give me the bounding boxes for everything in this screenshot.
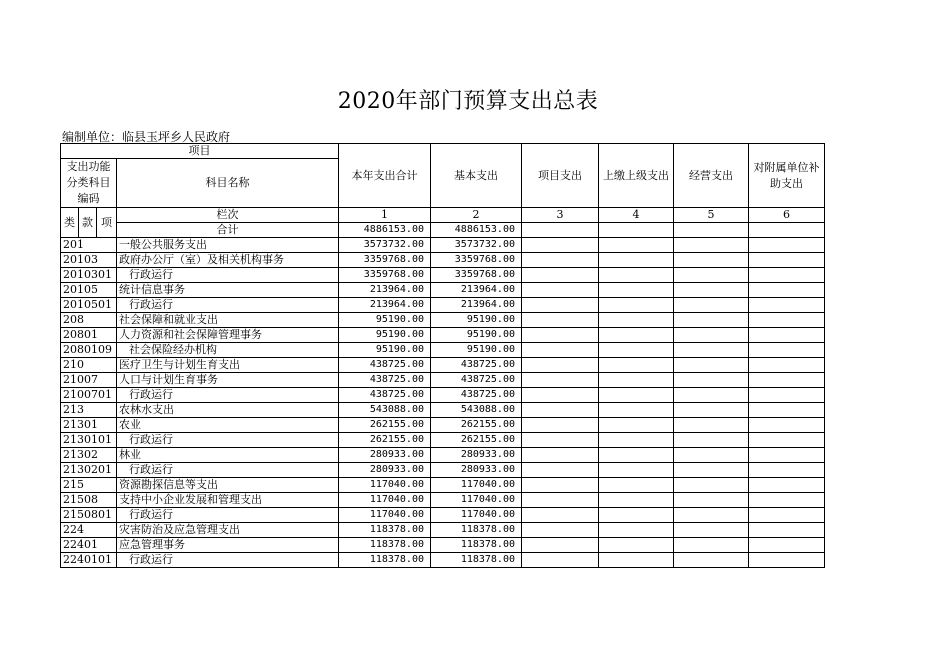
row-code: 201	[61, 238, 117, 253]
table-row	[61, 313, 825, 328]
row-v5	[674, 433, 749, 448]
header-col-5: 经营支出	[674, 144, 749, 208]
col-num-6: 6	[749, 208, 825, 223]
col-num-5: 5	[674, 208, 749, 223]
row-code: 2130101	[61, 433, 117, 448]
row-name: 农林水支出	[117, 403, 339, 418]
row-v6	[749, 538, 825, 553]
row-v2: 438725.00	[431, 358, 522, 373]
row-v5	[674, 463, 749, 478]
row-v6	[749, 493, 825, 508]
col-num-3: 3	[522, 208, 599, 223]
row-v3	[522, 283, 599, 298]
row-v3	[522, 463, 599, 478]
row-v5	[674, 508, 749, 523]
row-v4	[599, 493, 674, 508]
row-v1: 3359768.00	[339, 253, 431, 268]
row-code: 210	[61, 358, 117, 373]
row-v2: 3359768.00	[431, 268, 522, 283]
header-col-1: 本年支出合计	[339, 144, 431, 208]
row-v2: 3573732.00	[431, 238, 522, 253]
row-v5	[674, 523, 749, 538]
row-v1: 95190.00	[339, 328, 431, 343]
row-name: 政府办公厅（室）及相关机构事务	[117, 253, 339, 268]
row-v6	[749, 478, 825, 493]
row-v2: 117040.00	[431, 508, 522, 523]
row-v4	[599, 553, 674, 568]
row-v3	[522, 553, 599, 568]
row-code: 20105	[61, 283, 117, 298]
total-v6	[749, 223, 825, 238]
row-v5	[674, 358, 749, 373]
table-row	[61, 538, 825, 553]
row-v1: 280933.00	[339, 463, 431, 478]
row-v6	[749, 373, 825, 388]
table-row	[61, 283, 825, 298]
row-v4	[599, 343, 674, 358]
row-code: 2080109	[61, 343, 117, 358]
header-func-code: 支出功能分类科目编码	[61, 159, 117, 208]
row-v3	[522, 253, 599, 268]
row-name: 林业	[117, 448, 339, 463]
row-v1: 438725.00	[339, 358, 431, 373]
row-v2: 543088.00	[431, 403, 522, 418]
header-xiang: 项	[97, 208, 117, 238]
row-code: 2150801	[61, 508, 117, 523]
row-v3	[522, 238, 599, 253]
table-row	[61, 523, 825, 538]
table-row	[61, 253, 825, 268]
row-v3	[522, 313, 599, 328]
row-v5	[674, 253, 749, 268]
row-v6	[749, 283, 825, 298]
total-v5	[674, 223, 749, 238]
row-v3	[522, 448, 599, 463]
row-v5	[674, 388, 749, 403]
row-v6	[749, 298, 825, 313]
row-name: 行政运行	[117, 298, 339, 313]
row-v1: 438725.00	[339, 373, 431, 388]
row-v6	[749, 268, 825, 283]
row-v3	[522, 508, 599, 523]
row-v5	[674, 538, 749, 553]
row-v3	[522, 268, 599, 283]
row-v2: 280933.00	[431, 448, 522, 463]
row-code: 2240101	[61, 553, 117, 568]
row-v5	[674, 313, 749, 328]
page-title: 2020年部门预算支出总表	[337, 89, 599, 114]
row-name: 资源勘探信息等支出	[117, 478, 339, 493]
row-v2: 262155.00	[431, 418, 522, 433]
row-v6	[749, 403, 825, 418]
row-v1: 280933.00	[339, 448, 431, 463]
table-row	[61, 478, 825, 493]
row-v4	[599, 403, 674, 418]
row-v3	[522, 433, 599, 448]
row-v5	[674, 403, 749, 418]
row-v2: 438725.00	[431, 388, 522, 403]
row-v2: 438725.00	[431, 373, 522, 388]
row-v1: 117040.00	[339, 493, 431, 508]
header-project: 项目	[61, 144, 339, 159]
row-name: 医疗卫生与计划生育支出	[117, 358, 339, 373]
row-v2: 95190.00	[431, 328, 522, 343]
row-v6	[749, 448, 825, 463]
row-v5	[674, 328, 749, 343]
row-v3	[522, 403, 599, 418]
row-code: 21508	[61, 493, 117, 508]
row-name: 行政运行	[117, 433, 339, 448]
row-v5	[674, 493, 749, 508]
row-v6	[749, 238, 825, 253]
row-v4	[599, 283, 674, 298]
row-name: 支持中小企业发展和管理支出	[117, 493, 339, 508]
row-v4	[599, 463, 674, 478]
row-v6	[749, 508, 825, 523]
row-v1: 213964.00	[339, 298, 431, 313]
row-name: 应急管理事务	[117, 538, 339, 553]
row-v6	[749, 358, 825, 373]
row-v3	[522, 523, 599, 538]
row-v4	[599, 478, 674, 493]
row-v3	[522, 418, 599, 433]
row-name: 行政运行	[117, 268, 339, 283]
row-v6	[749, 388, 825, 403]
row-v1: 3359768.00	[339, 268, 431, 283]
row-name: 社会保障和就业支出	[117, 313, 339, 328]
row-v4	[599, 298, 674, 313]
header-lei: 类	[61, 208, 79, 238]
table-row	[61, 493, 825, 508]
row-v3	[522, 373, 599, 388]
row-v1: 543088.00	[339, 403, 431, 418]
row-v5	[674, 268, 749, 283]
row-v6	[749, 328, 825, 343]
row-code: 21007	[61, 373, 117, 388]
row-v2: 118378.00	[431, 553, 522, 568]
header-lanci: 栏次	[117, 208, 339, 223]
col-num-4: 4	[599, 208, 674, 223]
row-name: 一般公共服务支出	[117, 238, 339, 253]
row-v4	[599, 328, 674, 343]
row-code: 2130201	[61, 463, 117, 478]
row-name: 行政运行	[117, 508, 339, 523]
table-row	[61, 268, 825, 283]
row-v4	[599, 448, 674, 463]
row-v4	[599, 388, 674, 403]
row-code: 20801	[61, 328, 117, 343]
row-v3	[522, 343, 599, 358]
row-v6	[749, 433, 825, 448]
row-name: 人口与计划生育事务	[117, 373, 339, 388]
col-num-1: 1	[339, 208, 431, 223]
row-name: 统计信息事务	[117, 283, 339, 298]
row-v1: 117040.00	[339, 508, 431, 523]
row-v5	[674, 283, 749, 298]
row-v4	[599, 433, 674, 448]
row-code: 2100701	[61, 388, 117, 403]
row-v4	[599, 358, 674, 373]
row-v6	[749, 463, 825, 478]
table-row	[61, 373, 825, 388]
row-code: 2010501	[61, 298, 117, 313]
row-code: 21302	[61, 448, 117, 463]
row-v3	[522, 388, 599, 403]
row-code: 224	[61, 523, 117, 538]
row-name: 人力资源和社会保障管理事务	[117, 328, 339, 343]
table-row	[61, 448, 825, 463]
row-name: 行政运行	[117, 463, 339, 478]
total-v3	[522, 223, 599, 238]
row-v6	[749, 553, 825, 568]
row-v4	[599, 238, 674, 253]
row-v1: 262155.00	[339, 418, 431, 433]
table-row	[61, 298, 825, 313]
header-col-6: 对附属单位补助支出	[749, 144, 825, 208]
row-v2: 280933.00	[431, 463, 522, 478]
row-v5	[674, 343, 749, 358]
row-v2: 117040.00	[431, 478, 522, 493]
table-row	[61, 433, 825, 448]
table-row	[61, 508, 825, 523]
row-v5	[674, 298, 749, 313]
header-kuan: 款	[79, 208, 97, 238]
total-label: 合计	[117, 223, 339, 238]
header-col-3: 项目支出	[522, 144, 599, 208]
table-row	[61, 403, 825, 418]
row-v3	[522, 538, 599, 553]
row-v1: 438725.00	[339, 388, 431, 403]
row-v3	[522, 298, 599, 313]
row-v1: 95190.00	[339, 343, 431, 358]
row-code: 213	[61, 403, 117, 418]
row-code: 21301	[61, 418, 117, 433]
row-v5	[674, 418, 749, 433]
row-v5	[674, 373, 749, 388]
row-v2: 118378.00	[431, 538, 522, 553]
row-v3	[522, 358, 599, 373]
row-v4	[599, 313, 674, 328]
row-v4	[599, 253, 674, 268]
table-row	[61, 238, 825, 253]
row-v2: 117040.00	[431, 493, 522, 508]
table-row	[61, 418, 825, 433]
row-v5	[674, 448, 749, 463]
budget-table	[60, 143, 825, 568]
row-v3	[522, 328, 599, 343]
row-name: 农业	[117, 418, 339, 433]
row-v2: 95190.00	[431, 313, 522, 328]
total-v4	[599, 223, 674, 238]
header-subject-name: 科目名称	[117, 159, 339, 208]
row-v1: 118378.00	[339, 523, 431, 538]
row-v1: 213964.00	[339, 283, 431, 298]
row-v2: 213964.00	[431, 298, 522, 313]
row-v6	[749, 253, 825, 268]
row-v2: 95190.00	[431, 343, 522, 358]
header-col-4: 上缴上级支出	[599, 144, 674, 208]
row-code: 22401	[61, 538, 117, 553]
row-v6	[749, 313, 825, 328]
row-v3	[522, 478, 599, 493]
table-row	[61, 343, 825, 358]
row-v5	[674, 238, 749, 253]
row-v1: 3573732.00	[339, 238, 431, 253]
row-v2: 118378.00	[431, 523, 522, 538]
row-name: 灾害防治及应急管理支出	[117, 523, 339, 538]
row-v4	[599, 373, 674, 388]
header-col-2: 基本支出	[431, 144, 522, 208]
row-v1: 262155.00	[339, 433, 431, 448]
total-v1: 4886153.00	[339, 223, 431, 238]
row-v2: 213964.00	[431, 283, 522, 298]
row-v4	[599, 538, 674, 553]
col-num-2: 2	[431, 208, 522, 223]
total-v2: 4886153.00	[431, 223, 522, 238]
row-v6	[749, 343, 825, 358]
table-row	[61, 463, 825, 478]
row-v1: 95190.00	[339, 313, 431, 328]
row-v4	[599, 418, 674, 433]
row-v5	[674, 553, 749, 568]
row-v6	[749, 418, 825, 433]
row-name: 行政运行	[117, 553, 339, 568]
table-row	[61, 553, 825, 568]
row-v4	[599, 523, 674, 538]
row-v4	[599, 508, 674, 523]
row-name: 行政运行	[117, 388, 339, 403]
table-row	[61, 328, 825, 343]
row-v1: 117040.00	[339, 478, 431, 493]
row-v3	[522, 493, 599, 508]
table-row	[61, 388, 825, 403]
row-code: 215	[61, 478, 117, 493]
row-v6	[749, 523, 825, 538]
row-v2: 3359768.00	[431, 253, 522, 268]
table-row	[61, 358, 825, 373]
row-v1: 118378.00	[339, 553, 431, 568]
row-name: 社会保险经办机构	[117, 343, 339, 358]
row-v4	[599, 268, 674, 283]
row-v1: 118378.00	[339, 538, 431, 553]
row-v2: 262155.00	[431, 433, 522, 448]
unit-label: 编制单位：临县玉坪乡人民政府	[62, 130, 231, 144]
row-code: 2010301	[61, 268, 117, 283]
row-v5	[674, 478, 749, 493]
row-code: 20103	[61, 253, 117, 268]
row-code: 208	[61, 313, 117, 328]
